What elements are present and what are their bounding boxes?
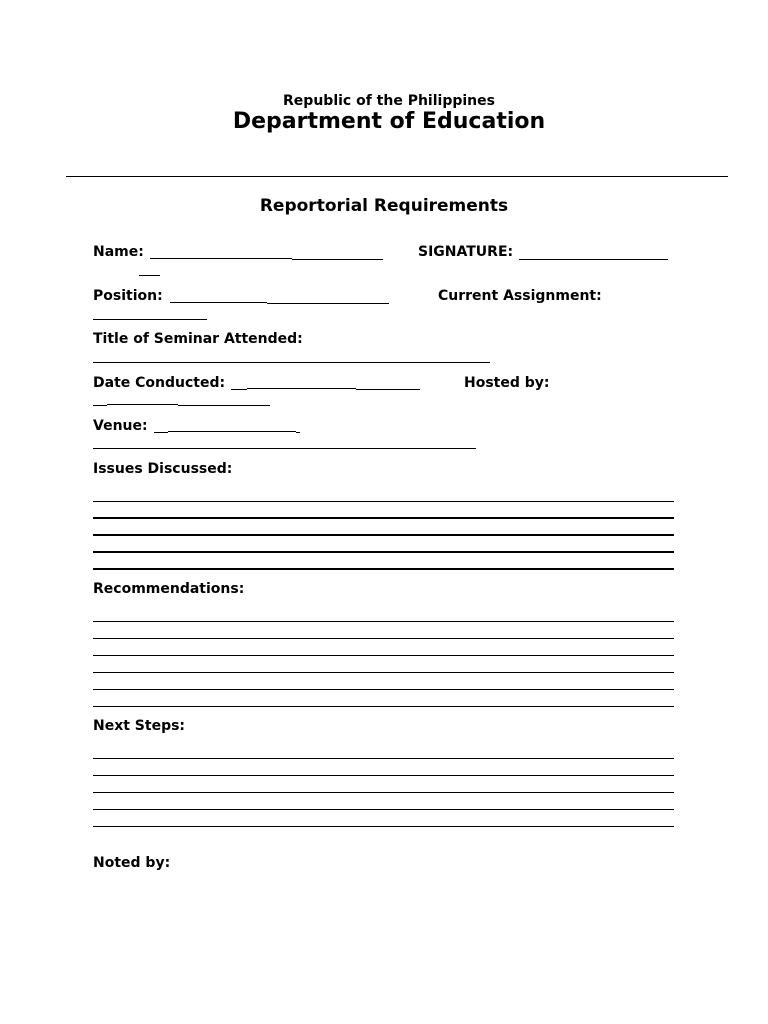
header-divider: [66, 176, 728, 177]
position-field[interactable]: [170, 302, 267, 303]
date-conducted-field[interactable]: [247, 388, 356, 389]
venue-label: Venue:: [93, 418, 148, 434]
department-heading: Department of Education: [232, 109, 546, 134]
recommendations-label: Recommendations:: [93, 581, 245, 597]
hosted-by-field-start: [93, 405, 107, 406]
form-title: Reportorial Requirements: [259, 196, 509, 216]
next-steps-line[interactable]: [93, 792, 674, 793]
next-steps-line[interactable]: [93, 758, 674, 759]
name-field-extension: [292, 259, 383, 260]
position-field-extension: [267, 303, 389, 304]
noted-by-label: Noted by:: [93, 855, 171, 871]
issues-line[interactable]: [93, 568, 674, 570]
current-assignment-label: Current Assignment:: [438, 288, 602, 304]
venue-field-start: [154, 432, 168, 433]
next-steps-line[interactable]: [93, 809, 674, 810]
venue-field-line-2[interactable]: [93, 448, 476, 449]
issues-line[interactable]: [93, 551, 674, 553]
recommendations-line[interactable]: [93, 706, 674, 707]
recommendations-line[interactable]: [93, 638, 674, 639]
venue-field-end: [296, 432, 300, 433]
republic-heading: Republic of the Philippines: [283, 93, 495, 109]
date-conducted-label: Date Conducted:: [93, 375, 226, 391]
current-assignment-field[interactable]: [93, 319, 207, 320]
next-steps-label: Next Steps:: [93, 718, 186, 734]
hosted-by-label: Hosted by:: [464, 375, 550, 391]
signature-field-wrap: [139, 275, 160, 276]
issues-line[interactable]: [93, 517, 674, 519]
next-steps-line[interactable]: [93, 826, 674, 827]
issues-line[interactable]: [93, 501, 674, 502]
recommendations-line[interactable]: [93, 655, 674, 656]
issues-discussed-label: Issues Discussed:: [93, 461, 233, 477]
name-field[interactable]: [150, 258, 292, 259]
date-conducted-field-start: [231, 389, 247, 390]
hosted-by-field-end: [178, 405, 270, 406]
seminar-title-label: Title of Seminar Attended:: [93, 331, 303, 347]
date-conducted-field-end: [356, 389, 420, 390]
venue-field[interactable]: [168, 431, 296, 432]
position-label: Position:: [93, 288, 163, 304]
recommendations-line[interactable]: [93, 621, 674, 622]
recommendations-line[interactable]: [93, 689, 674, 690]
signature-field[interactable]: [519, 259, 668, 260]
name-label: Name:: [93, 244, 144, 260]
next-steps-line[interactable]: [93, 775, 674, 776]
hosted-by-field[interactable]: [107, 404, 178, 405]
issues-line[interactable]: [93, 534, 674, 536]
signature-label: SIGNATURE:: [418, 244, 514, 260]
seminar-title-field[interactable]: [93, 362, 490, 363]
recommendations-line[interactable]: [93, 672, 674, 673]
